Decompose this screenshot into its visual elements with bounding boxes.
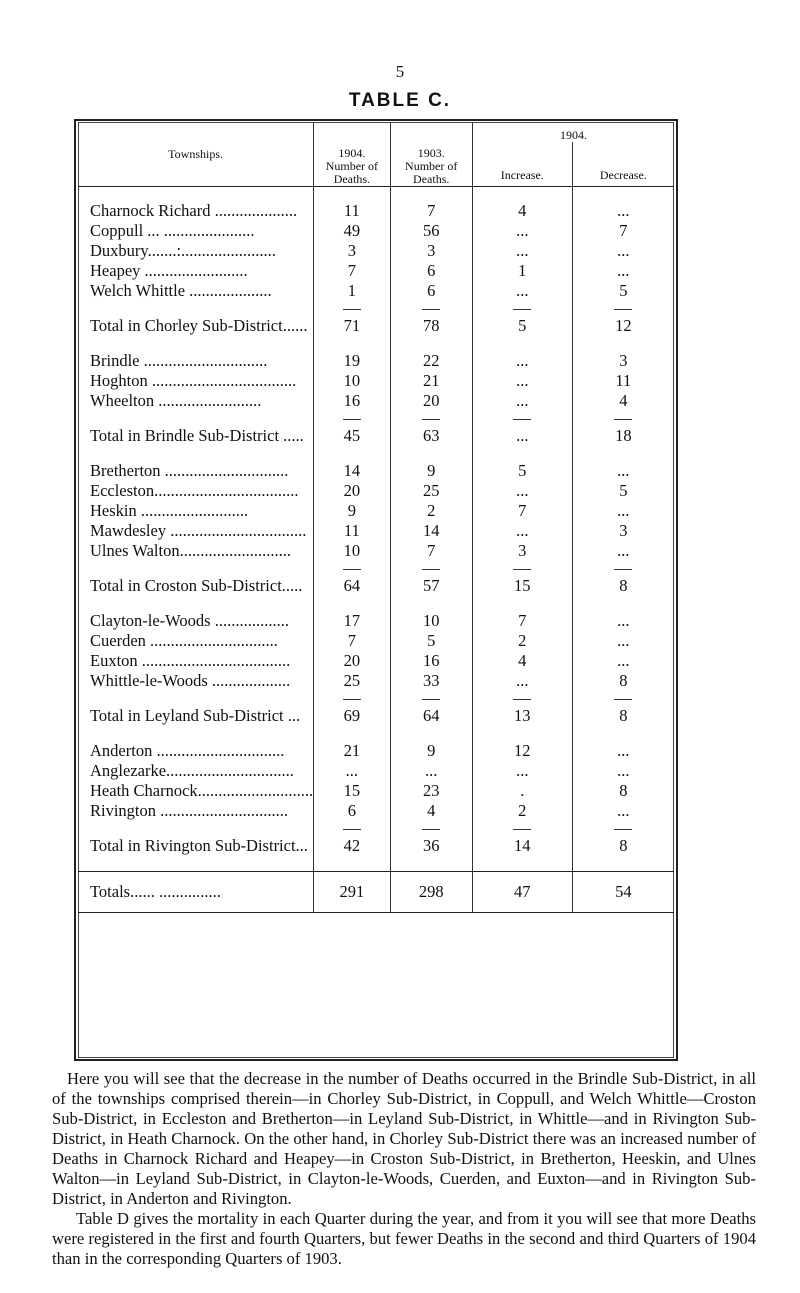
cell-dec: 8	[572, 575, 674, 597]
cell-d1904: 10	[314, 371, 390, 391]
spacer-row	[78, 337, 674, 351]
spacer-row	[78, 727, 674, 741]
cell-d1904: 16	[314, 391, 390, 411]
cell-inc: 15	[472, 575, 572, 597]
table-row	[78, 261, 674, 281]
table-row	[78, 611, 674, 631]
header-townships: Townships.	[168, 146, 223, 161]
township-name: Euxton ....................................	[90, 651, 291, 670]
total-rule	[422, 699, 440, 700]
cell-d1903: 16	[390, 651, 472, 671]
cell-d1903: 33	[390, 671, 472, 691]
cell-d1903: 23	[390, 781, 472, 801]
township-name: Heskin ..........................	[90, 501, 249, 520]
cell-d1904: 69	[314, 705, 390, 727]
township-name: Totals...... ...............	[78, 872, 314, 913]
spacer-row	[78, 597, 674, 611]
cell-d1903: 20	[390, 391, 472, 411]
cell-dec: 7	[572, 221, 674, 241]
cell-d1903: 2	[390, 501, 472, 521]
cell-dec: ...	[572, 741, 674, 761]
total-rule	[422, 419, 440, 420]
cell-inc: 47	[472, 872, 572, 913]
cell-d1904: 17	[314, 611, 390, 631]
total-rule	[343, 309, 361, 310]
cell-inc: ...	[472, 391, 572, 411]
cell-d1903: 4	[390, 801, 472, 821]
table-row	[78, 391, 674, 411]
township-name: Whittle-le-Woods ...................	[90, 671, 291, 690]
deaths-table	[78, 122, 674, 913]
table-body	[78, 187, 674, 913]
cell-dec: 11	[572, 371, 674, 391]
cell-inc: ...	[472, 521, 572, 541]
table-row	[78, 281, 674, 301]
cell-d1904: 20	[314, 651, 390, 671]
subtotal-row	[78, 835, 674, 857]
header-group-1904: 1904.	[472, 122, 674, 142]
cell-d1904: 3	[314, 241, 390, 261]
total-rule	[513, 829, 531, 830]
table-row	[78, 741, 674, 761]
township-name: Total in Chorley Sub-District......	[90, 316, 308, 335]
cell-d1904: 291	[314, 872, 390, 913]
spacer-row	[78, 857, 674, 872]
cell-d1904: 10	[314, 541, 390, 561]
cell-dec: ...	[572, 201, 674, 221]
cell-d1904: ...	[314, 761, 390, 781]
cell-dec: 8	[572, 781, 674, 801]
table-row	[78, 481, 674, 501]
township-name: Charnock Richard ....................	[90, 201, 298, 220]
cell-d1903: 6	[390, 281, 472, 301]
table-row	[78, 221, 674, 241]
table-row	[78, 671, 674, 691]
cell-dec: ...	[572, 501, 674, 521]
cell-inc: 7	[472, 501, 572, 521]
township-name: Clayton-le-Woods ..................	[90, 611, 289, 630]
cell-d1903: 56	[390, 221, 472, 241]
rule-row	[78, 561, 674, 575]
table-row	[78, 631, 674, 651]
cell-inc: 13	[472, 705, 572, 727]
cell-d1904: 45	[314, 425, 390, 447]
subtotal-row	[78, 575, 674, 597]
table-row	[78, 351, 674, 371]
cell-d1904: 19	[314, 351, 390, 371]
cell-d1903: 10	[390, 611, 472, 631]
table-row	[78, 241, 674, 261]
cell-d1903: 36	[390, 835, 472, 857]
cell-d1904: 11	[314, 521, 390, 541]
cell-dec: 8	[572, 705, 674, 727]
township-name: Bretherton ..............................	[90, 461, 289, 480]
spacer-row	[78, 447, 674, 461]
header-decrease: Decrease.	[572, 142, 674, 187]
cell-inc: 2	[472, 801, 572, 821]
cell-d1903: 64	[390, 705, 472, 727]
cell-d1903: 298	[390, 872, 472, 913]
cell-dec: 54	[572, 872, 674, 913]
total-rule	[422, 309, 440, 310]
cell-d1903: 5	[390, 631, 472, 651]
total-rule	[614, 309, 632, 310]
cell-d1904: 42	[314, 835, 390, 857]
cell-d1903: 25	[390, 481, 472, 501]
commentary	[52, 1069, 756, 1269]
cell-dec: ...	[572, 801, 674, 821]
cell-d1903: 63	[390, 425, 472, 447]
cell-inc: ...	[472, 481, 572, 501]
cell-d1904: 7	[314, 631, 390, 651]
cell-d1904: 6	[314, 801, 390, 821]
cell-dec: ...	[572, 241, 674, 261]
total-rule	[513, 309, 531, 310]
cell-d1903: 14	[390, 521, 472, 541]
table-row	[78, 501, 674, 521]
total-rule	[343, 419, 361, 420]
cell-inc: 4	[472, 201, 572, 221]
table-row	[78, 781, 674, 801]
grand-total-row	[78, 872, 674, 913]
cell-d1904: 1	[314, 281, 390, 301]
cell-dec: ...	[572, 651, 674, 671]
cell-inc: ...	[472, 241, 572, 261]
township-name: Welch Whittle ....................	[90, 281, 272, 300]
subtotal-row	[78, 425, 674, 447]
township-name: Anderton ...............................	[90, 741, 285, 760]
cell-dec: ...	[572, 761, 674, 781]
cell-dec: ...	[572, 461, 674, 481]
cell-inc: ...	[472, 281, 572, 301]
cell-inc: ...	[472, 371, 572, 391]
cell-dec: 3	[572, 521, 674, 541]
township-name: Heapey .........................	[90, 261, 248, 280]
cell-d1904: 11	[314, 201, 390, 221]
cell-d1904: 25	[314, 671, 390, 691]
township-name: Cuerden ...............................	[90, 631, 278, 650]
cell-inc: ...	[472, 425, 572, 447]
cell-dec: 4	[572, 391, 674, 411]
total-rule	[614, 569, 632, 570]
township-name: Brindle ..............................	[90, 351, 268, 370]
cell-inc: 1	[472, 261, 572, 281]
cell-d1904: 71	[314, 315, 390, 337]
rule-row	[78, 821, 674, 835]
rule-row	[78, 691, 674, 705]
cell-inc: ...	[472, 221, 572, 241]
cell-inc: 4	[472, 651, 572, 671]
table-row	[78, 541, 674, 561]
total-rule	[422, 829, 440, 830]
cell-dec: 12	[572, 315, 674, 337]
cell-dec: ...	[572, 631, 674, 651]
cell-inc: .	[472, 781, 572, 801]
cell-inc: ...	[472, 761, 572, 781]
header-deaths-1904: 1904. Number of Deaths.	[314, 122, 390, 187]
total-rule	[513, 419, 531, 420]
cell-d1903: 57	[390, 575, 472, 597]
cell-d1904: 15	[314, 781, 390, 801]
cell-d1903: 7	[390, 541, 472, 561]
total-rule	[422, 569, 440, 570]
cell-dec: 8	[572, 835, 674, 857]
table-row	[78, 201, 674, 221]
cell-inc: 5	[472, 315, 572, 337]
cell-inc: 12	[472, 741, 572, 761]
total-rule	[343, 699, 361, 700]
township-name: Ulnes Walton...........................	[90, 541, 291, 560]
cell-inc: 3	[472, 541, 572, 561]
township-name: Total in Brindle Sub-District .....	[90, 426, 304, 445]
table-row	[78, 461, 674, 481]
table-row	[78, 651, 674, 671]
rule-row	[78, 411, 674, 425]
table-row	[78, 521, 674, 541]
page-number: 5	[395, 62, 405, 81]
total-rule	[614, 419, 632, 420]
cell-d1904: 49	[314, 221, 390, 241]
cell-d1903: 7	[390, 201, 472, 221]
table-row	[78, 801, 674, 821]
total-rule	[614, 829, 632, 830]
cell-inc: 2	[472, 631, 572, 651]
rule-row	[78, 301, 674, 315]
cell-dec: 5	[572, 281, 674, 301]
total-rule	[513, 699, 531, 700]
township-name: Rivington ...............................	[90, 801, 289, 820]
subtotal-row	[78, 315, 674, 337]
cell-dec: ...	[572, 611, 674, 631]
cell-dec: 3	[572, 351, 674, 371]
cell-d1903: 9	[390, 461, 472, 481]
cell-dec: ...	[572, 541, 674, 561]
cell-dec: ...	[572, 261, 674, 281]
cell-d1904: 7	[314, 261, 390, 281]
cell-dec: 18	[572, 425, 674, 447]
cell-dec: 5	[572, 481, 674, 501]
cell-d1903: 21	[390, 371, 472, 391]
cell-d1904: 20	[314, 481, 390, 501]
table-title: TABLE C.	[348, 90, 452, 111]
cell-d1903: ...	[390, 761, 472, 781]
cell-d1904: 64	[314, 575, 390, 597]
township-name: Duxbury.......:.......................	[90, 241, 276, 260]
paragraph-1: Here you will see that the decrease in the number of Deaths occurred in the Brindle Sub-District, in all of the townships comprised therein—in Chorley Sub-District, in Coppull, and Welch Whittle—Croston Sub-District, in Eccleston and Bretherton—in Leyland Sub-District, in Whittle—and in Rivington Sub-District, in Heath Charnock. On the other hand, in Chorley Sub-District there was an increased number of Deaths in Charnock Richard and Heapey—in Croston Sub-District, in Bretherton, Heeskin, and Ulnes Walton—in Leyland Sub-District, in Clayton-le-Woods, Cuerden, and Euxton—and in Rivington Sub-District, in Anderton and Rivington.	[52, 1069, 756, 1208]
cell-dec: 8	[572, 671, 674, 691]
cell-d1904: 9	[314, 501, 390, 521]
table-row	[78, 371, 674, 391]
township-name: Anglezarke...............................	[90, 761, 294, 780]
header-increase: Increase.	[472, 142, 572, 187]
township-name: Mawdesley .................................	[90, 521, 307, 540]
cell-d1903: 9	[390, 741, 472, 761]
township-name: Coppull ... ......................	[90, 221, 255, 240]
township-name: Heath Charnock............................	[90, 781, 314, 800]
township-name: Wheelton .........................	[90, 391, 262, 410]
township-name: Hoghton ...................................	[90, 371, 297, 390]
township-name: Eccleston...................................	[90, 481, 299, 500]
township-name: Total in Rivington Sub-District...	[90, 836, 308, 855]
cell-inc: 14	[472, 835, 572, 857]
total-rule	[513, 569, 531, 570]
cell-d1903: 22	[390, 351, 472, 371]
cell-d1904: 21	[314, 741, 390, 761]
total-rule	[343, 569, 361, 570]
cell-inc: ...	[472, 351, 572, 371]
total-rule	[343, 829, 361, 830]
cell-inc: 5	[472, 461, 572, 481]
township-name: Total in Croston Sub-District.....	[90, 576, 303, 595]
cell-d1903: 6	[390, 261, 472, 281]
total-rule	[614, 699, 632, 700]
cell-d1903: 78	[390, 315, 472, 337]
subtotal-row	[78, 705, 674, 727]
header-deaths-1903: 1903. Number of Deaths.	[390, 122, 472, 187]
paragraph-2: Table D gives the mortality in each Quarter during the year, and from it you will see that more Deaths were registered in the first and fourth Quarters, but fewer Deaths in the second and third Quarters of 1904 than in the corresponding Quarters of 1903.	[52, 1209, 756, 1268]
cell-d1904: 14	[314, 461, 390, 481]
table-row	[78, 761, 674, 781]
township-name: Total in Leyland Sub-District ...	[90, 706, 301, 725]
cell-d1903: 3	[390, 241, 472, 261]
cell-inc: 7	[472, 611, 572, 631]
cell-inc: ...	[472, 671, 572, 691]
